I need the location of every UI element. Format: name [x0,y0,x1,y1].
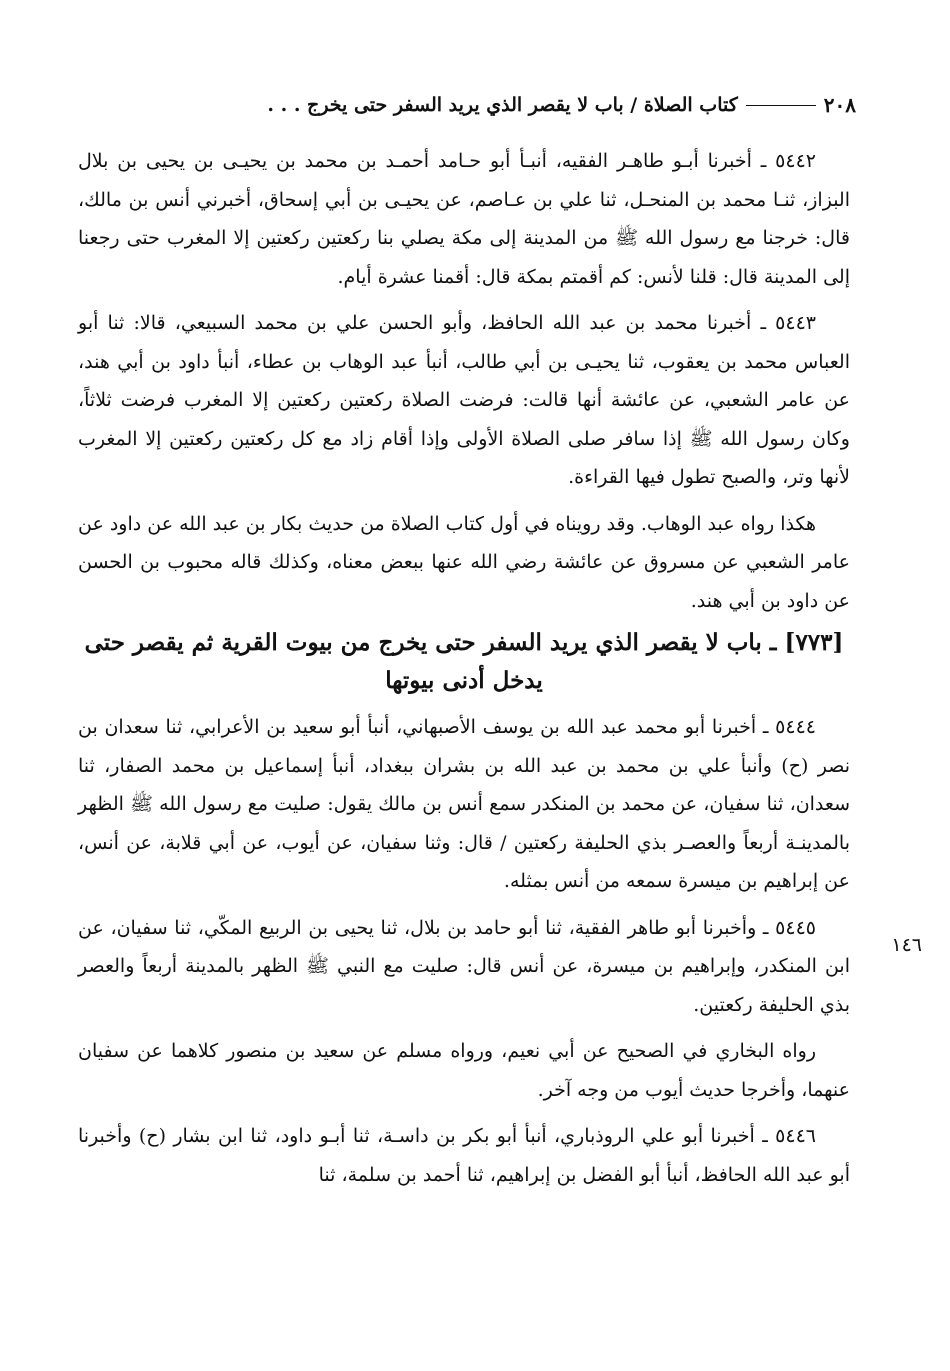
hadith-5445: ٥٤٤٥ ـ وأخبرنا أبو طاهر الفقية، ثنا أبو حامد بن بلال، ثنا يحيى بن الربيع المكّي، ثنا سفيان، عن ابن المنكدر، وإبراهيم بن ميسرة، عن أنس قال: صليت مع النبي ﷺ الظهر بالمدينة أربعاً والعصر بذي الحليفة ركعتين. [78,916,850,1016]
hadith-5442: ٥٤٤٢ ـ أخبرنا أبـو طاهـر الفقيه، أنبـأ أبو حـامد أحمـد بن محمد بن يحيـى بن يحيى بن بلال البزاز، ثنـا محمد بن المنحـل، ثنا علي بن عـاصم، عن يحيـى بن أبي إسحاق، أخبرني أنس بن مالك، قال: خرجنا مع رسول الله ﷺ من المدينة إلى مكة يصلي بنا ركعتين ركعتين إلا المغرب حتى رجعنا إلى المدينة قال: قلنا لأنس: كم أقمتم بمكة قال: أقمنا عشرة أيام. [78,150,850,288]
chapter-heading: [٧٧٣] ـ باب لا يقصر الذي يريد السفر حتى يخرج من بيوت القرية ثم يقصر حتى يدخل أدنى بيوتها [84,629,844,694]
page-number: ٢٠٨ [823,93,856,117]
hadith-5443: ٥٤٤٣ ـ أخبرنا محمد بن عبد الله الحافظ، وأبو الحسن علي بن محمد السبيعي، قالا: ثنا أبو العباس محمد بن يعقوب، ثنا يحيـى بن أبي طالب، أنبأ عبد الوهاب بن عطاء، أنبأ داود بن أبي هند، عن عامر الشعبي، عن عائشة أنها قالت: فرضت الصلاة ركعتين ركعتين إلا المغرب فرضت ثلاثاً، وكان رسول الله ﷺ إذا سافر صلى الصلاة الأولى وإذا أقام زاد مع كل ركعتين ركعتين إلا المغرب لأنها وتر، والصبح تطول فيها القراءة. [78,312,850,488]
margin-page-reference: ١٤٦ [891,934,922,956]
header-title: كتاب الصلاة / باب لا يقصر الذي يريد السفر حتى يخرج . . . [267,94,738,116]
running-header [86,88,856,122]
header-rule [746,105,816,106]
hadith-5444: ٥٤٤٤ ـ أخبرنا أبو محمد عبد الله بن يوسف الأصبهاني، أنبأ أبو سعيد بن الأعرابي، ثنا سعدان بن نصر (ح) وأنبأ علي بن محمد بن عبد الله بن بشران ببغداد، أنبأ إسماعيل بن محمد الصفار، ثنا سعدان، ثنا سفيان، عن محمد بن المنكدر سمع أنس بن مالك يقول: صليت مع رسول الله ﷺ الظهر بالمدينـة أربعاً والعصـر بذي الحليفة ركعتين / قال: وثنا سفيان، عن أيوب، عن أبي قلابة، عن أنس، عن إبراهيم بن ميسرة سمعه من أنس بمثله. [78,716,850,892]
hadith-5446: ٥٤٤٦ ـ أخبرنا أبو علي الروذباري، أنبأ أبو بكر بن داسـة، ثنا أبـو داود، ثنا ابن بشار (ح) وأخبرنا أبو عبد الله الحافظ، أنبأ أبو الفضل بن إبراهيم، ثنا أحمد بن سلمة، ثنا [78,1125,850,1186]
commentary-5443: هكذا رواه عبد الوهاب. وقد رويناه في أول كتاب الصلاة من حديث بكار بن عبد الله عن داود عن عامر الشعبي عن مسروق عن عائشة رضي الله عنها ببعض معناه، وكذلك قاله محبوب بن الحسن عن داود بن أبي هند. [78,512,850,612]
main-text [78,142,850,1194]
commentary-5445: رواه البخاري في الصحيح عن أبي نعيم، ورواه مسلم عن سعيد بن منصور كلاهما عن سفيان عنهما، وأخرجا حديث أيوب من وجه آخر. [78,1040,850,1101]
